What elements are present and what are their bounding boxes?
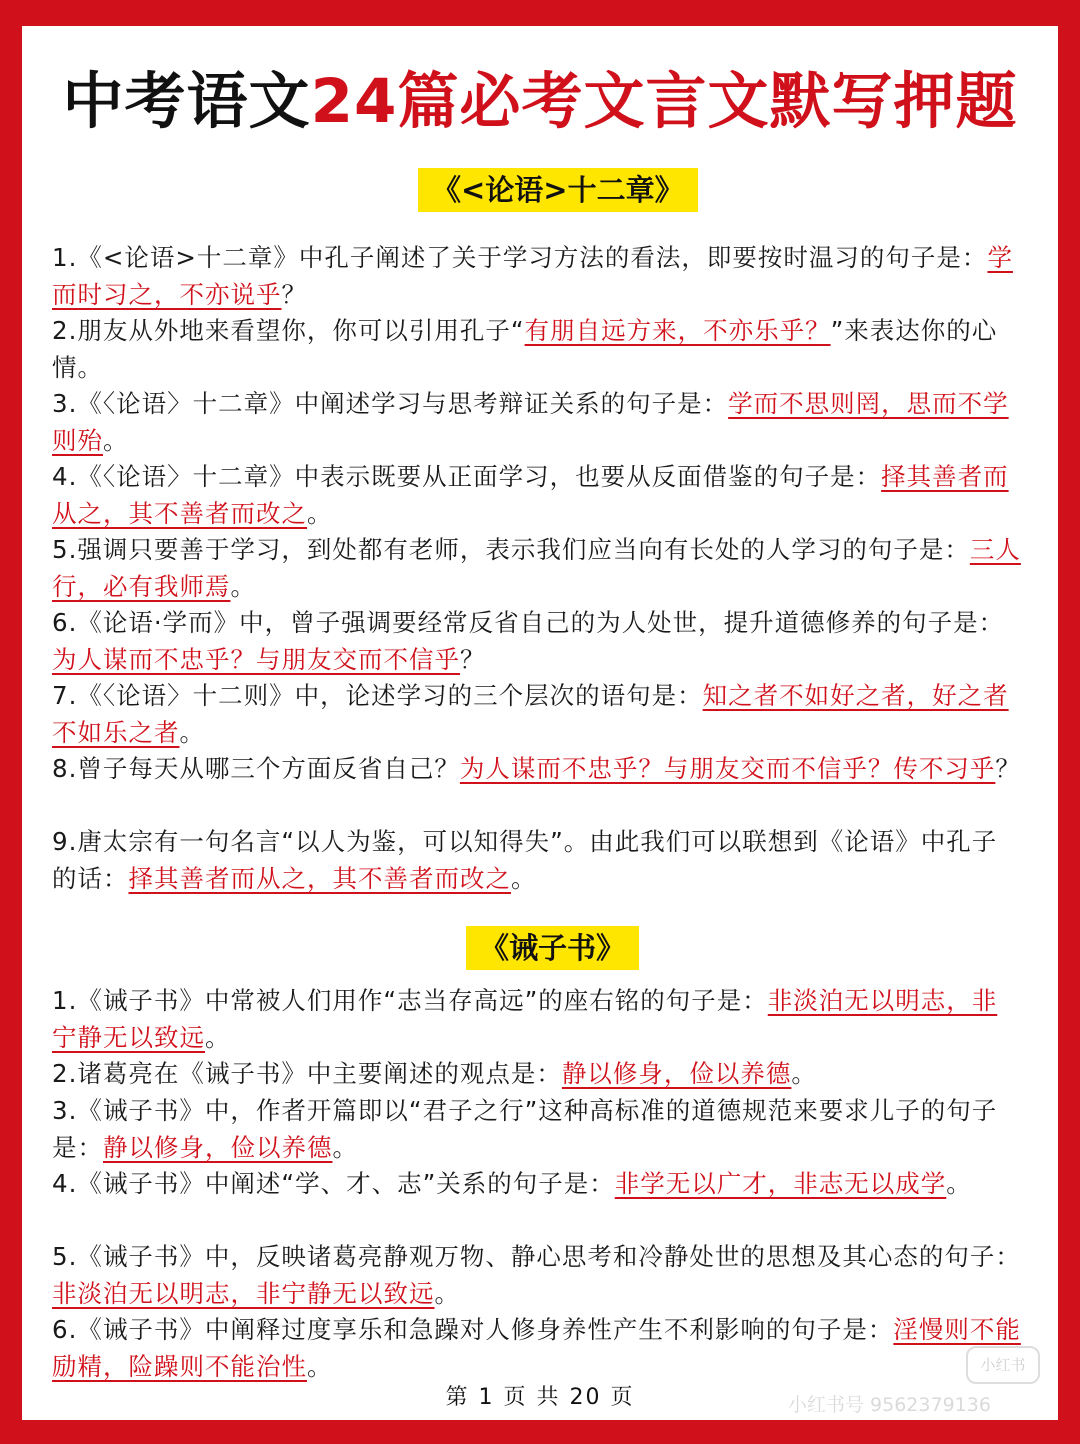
answer-text: 非淡泊无以明志，非宁静无以致远: [52, 1278, 435, 1308]
answer-text: 择其善者而从之，其不善者而改之: [52, 462, 1009, 528]
answer-text: 静以修身，俭以养德: [103, 1132, 333, 1162]
question-item: 4.《〈论语〉十二章》中表示既要从正面学习，也要从反面借鉴的句子是：择其善者而从之，其不善者而改之。: [52, 462, 1009, 528]
question-item: 5.《诫子书》中，反映诸葛亮静观万物、静心思考和冷静处世的思想及其心态的句子：非淡泊无以明志，非宁静无以致远。: [52, 1242, 1021, 1308]
question-item: 6.《诫子书》中阐释过度享乐和急躁对人修身养性产生不利影响的句子是：淫慢则不能励精，险躁则不能治性。: [52, 1315, 1021, 1381]
question-item: 1.《<论语>十二章》中孔子阐述了关于学习方法的看法，即要按时温习的句子是：学而时习之，不亦说乎？: [52, 243, 1013, 309]
answer-text: 非学无以广才，非志无以成学: [614, 1169, 947, 1198]
section-heading-lunyu: 《<论语>十二章》: [418, 168, 698, 212]
title-black-part: 中考语文: [62, 66, 311, 137]
question-item: 6.《论语·学而》中，曾子强调要经常反省自己的为人处世，提升道德修养的句子是：为人谋而不忠乎？与朋友交而不信乎？: [52, 608, 1005, 674]
answer-text: 择其善者而从之，其不善者而改之: [128, 863, 511, 893]
answer-text: 静以修身，俭以养德: [561, 1059, 792, 1088]
page-title: [22, 62, 1058, 142]
xiaohongshu-logo: 小红书: [966, 1346, 1040, 1384]
answer-text: 为人谋而不忠乎？与朋友交而不信乎: [52, 644, 460, 674]
answer-text: 有朋自远方来，不亦乐乎？: [524, 316, 831, 345]
watermark: 小红书号 9562379136: [788, 1394, 991, 1416]
question-item: 3.《〈论语〉十二章》中阐述学习与思考辩证关系的句子是：学而不思则罔，思而不学则殆。: [52, 389, 1009, 455]
question-item: 8.曾子每天从哪三个方面反省自己？为人谋而不忠乎？与朋友交而不信乎？传不习乎？: [52, 754, 1021, 783]
page-footer: 第 1 页 共 20 页: [445, 1385, 635, 1410]
answer-text: 学而不思则罔，思而不学则殆: [52, 389, 1009, 455]
answer-text: 非淡泊无以明志，非宁静无以致远: [52, 986, 998, 1052]
question-item: 9.唐太宗有一句名言“以人为鉴，可以知得失”。由此我们可以联想到《论语》中孔子的话：择其善者而从之，其不善者而改之。: [52, 827, 998, 893]
document-page: [22, 26, 1058, 1420]
question-item: 3.《诫子书》中，作者开篇即以“君子之行”这种高标准的道德规范来要求儿子的句子是：静以修身，俭以养德。: [52, 1096, 998, 1162]
question-item: 5.强调只要善于学习，到处都有老师，表示我们应当向有长处的人学习的句子是：三人行，必有我师焉。: [52, 535, 1021, 601]
answer-text: 淫慢则不能励精，险躁则不能治性: [52, 1315, 1021, 1381]
question-item: 7.《〈论语〉十二则》中，论述学习的三个层次的语句是：知之者不如好之者，好之者不如乐之者。: [52, 681, 1009, 747]
question-item: 2.朋友从外地来看望你，你可以引用孔子“有朋自远方来，不亦乐乎？”来表达你的心情。: [52, 316, 998, 382]
answer-text: 为人谋而不忠乎？与朋友交而不信乎？传不习乎: [459, 754, 996, 783]
title-red-part: 24篇必考文言文默写押题: [310, 66, 1018, 137]
question-item: 2.诸葛亮在《诫子书》中主要阐述的观点是：静以修身，俭以养德。: [52, 1059, 817, 1088]
answer-text: 学而时习之，不亦说乎: [52, 243, 1013, 309]
answer-text: 知之者不如好之者，好之者不如乐之者: [52, 681, 1009, 747]
section-heading-jiezishu: 《诫子书》: [466, 926, 639, 970]
question-item: 4.《诫子书》中阐述“学、才、志”关系的句子是：非学无以广才，非志无以成学。: [52, 1169, 972, 1198]
question-item: 1.《诫子书》中常被人们用作“志当存高远”的座右铭的句子是：非淡泊无以明志，非宁静无以致远。: [52, 986, 998, 1052]
answer-text: 三人行，必有我师焉: [52, 535, 1021, 601]
